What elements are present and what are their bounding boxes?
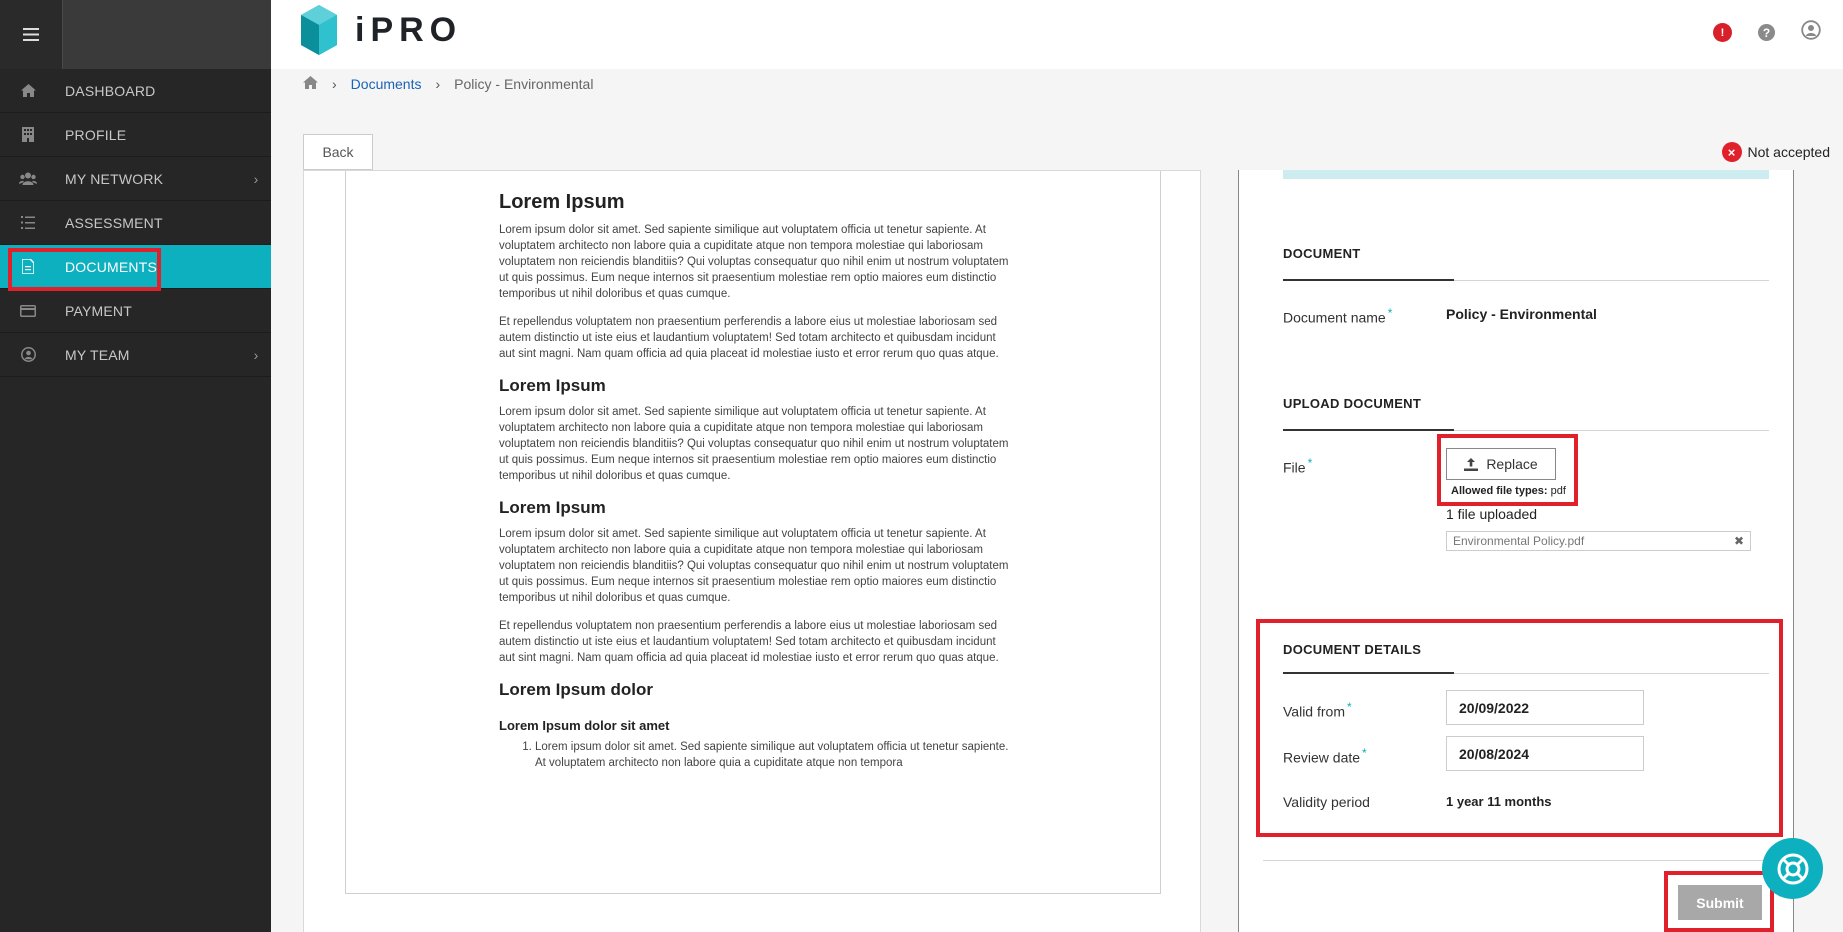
sidebar-item-label: MY NETWORK <box>65 170 164 187</box>
upload-count: 1 file uploaded <box>1446 506 1538 522</box>
section-divider <box>1283 673 1769 674</box>
doc-heading: Lorem Ipsum <box>499 191 625 213</box>
lifebuoy-icon <box>1776 852 1810 886</box>
sidebar-item-label: MY TEAM <box>65 346 130 363</box>
validity-period-value: 1 year 11 months <box>1446 794 1552 809</box>
valid-from-label-text: Valid from <box>1283 703 1345 720</box>
doc-paragraph: Et repellendus voluptatem non praesentium perferendis a labore eius ut molestiae laboriosam sed autem distinctio ut iste eius et laudantium voluptatem! Sed totam architecto et quibusdam incidunt aut sint magni. Nam quam officia ad quia placeat id molestiae iusto et error rerum quo quas atque. <box>499 316 999 360</box>
sidebar-item-dashboard[interactable] <box>0 69 271 113</box>
sidebar-item-label: PAYMENT <box>65 302 132 319</box>
home-icon <box>0 84 56 97</box>
shield-alert-icon[interactable]: ! <box>1713 23 1732 42</box>
sidebar-header <box>62 0 271 69</box>
doc-list-item: 1. Lorem ipsum dolor sit amet. Sed sapiente similique aut voluptatem officia ut tenetur sapiente. At voluptatem architecto non labore quia a cupiditate atque non tempora <box>535 739 1009 771</box>
sidebar-top <box>0 0 271 69</box>
review-date-label-text: Review date <box>1283 749 1361 766</box>
home-icon[interactable] <box>303 76 318 92</box>
user-account-icon[interactable] <box>1801 20 1821 45</box>
sidebar-item-assessment[interactable] <box>0 201 271 245</box>
required-marker: * <box>1362 746 1367 760</box>
user-circle-icon <box>0 347 56 362</box>
chevron-right-icon: › <box>435 76 441 92</box>
uploaded-file-name: Environmental Policy.pdf <box>1453 534 1585 548</box>
document-form-panel <box>1238 170 1794 932</box>
sidebar-item-payment[interactable] <box>0 289 271 333</box>
document-page <box>345 171 1161 894</box>
doc-paragraph: Lorem ipsum dolor sit amet. Sed sapiente similique aut voluptatem officia ut tenetur sapiente. At voluptatem architecto non labore quia a cupiditate atque non tempora molestiae qui laboriosam voluptatem non reiciendis blanditiis? Qui voluptas consequatur quo nihil enim ut nostrum voluptatem ut quis possimus. Eum neque internos sit praesentium molestiae rem optio maiores eum distinctio temporibus ut nihil doloribus et quas cumque. <box>499 406 1009 482</box>
sidebar-item-label: DASHBOARD <box>65 82 156 99</box>
doc-subheading: Lorem Ipsum dolor <box>499 680 653 699</box>
valid-from-label <box>1283 700 1352 720</box>
document-name-value: Policy - Environmental <box>1446 306 1597 322</box>
review-date-input[interactable]: 20/08/2024 <box>1446 736 1644 771</box>
hamburger-icon <box>23 28 39 41</box>
building-icon <box>0 127 56 142</box>
document-name-label <box>1283 306 1392 326</box>
required-marker: * <box>1346 700 1352 714</box>
header-icons <box>1713 20 1821 45</box>
status-badge <box>1722 142 1831 162</box>
doc-paragraph: Lorem ipsum dolor sit amet. Sed sapiente similique aut voluptatem officia ut tenetur sapiente. At voluptatem architecto non labore quia a cupiditate atque non tempora molestiae qui laboriosam voluptatem non reiciendis blanditiis? Qui voluptas consequatur quo nihil enim ut nostrum voluptatem ut quis possimus. Eum neque internos sit praesentium molestiae rem optio maiores eum distinctio temporibus ut nihil doloribus et quas cumque. <box>499 528 1009 604</box>
validity-period-label: Validity period <box>1283 794 1370 810</box>
doc-minor-heading: Lorem Ipsum dolor sit amet <box>499 718 670 733</box>
breadcrumb-current: Policy - Environmental <box>454 76 594 92</box>
uploaded-file-chip <box>1446 531 1751 551</box>
doc-list <box>499 739 1009 771</box>
document-preview-panel[interactable] <box>303 170 1201 932</box>
credit-card-icon <box>0 305 56 317</box>
review-date-label <box>1283 746 1367 766</box>
replace-button-label: Replace <box>1486 456 1538 472</box>
doc-heading: Lorem Ipsum <box>499 498 606 517</box>
logo-text: iPRO <box>355 10 463 49</box>
sidebar-item-my-team[interactable] <box>0 333 271 377</box>
document-content <box>499 191 1009 771</box>
section-title-document: DOCUMENT <box>1283 246 1361 261</box>
top-header <box>271 0 1843 69</box>
required-marker: * <box>1387 306 1393 320</box>
doc-paragraph: Lorem ipsum dolor sit amet. Sed sapiente similique aut voluptatem officia ut tenetur sapiente. At voluptatem architecto non labore quia a cupiditate atque non tempora molestiae qui laboriosam voluptatem non reiciendis blanditiis? Qui voluptas consequatur quo nihil enim ut nostrum voluptatem ut quis possimus. Eum neque internos sit praesentium molestiae rem optio maiores eum distinctio temporibus ut nihil doloribus et quas cumque. <box>499 224 1009 300</box>
breadcrumb <box>303 76 593 92</box>
ipro-logo[interactable] <box>301 5 462 55</box>
support-chat-button[interactable] <box>1762 838 1823 899</box>
status-label: Not accepted <box>1747 144 1830 160</box>
sidebar-item-label: PROFILE <box>65 126 127 143</box>
back-button[interactable]: Back <box>303 134 373 170</box>
sidebar <box>0 0 271 932</box>
help-icon[interactable]: ? <box>1758 24 1775 41</box>
allowed-file-types-label: Allowed file types: <box>1451 485 1548 497</box>
chevron-right-icon: › <box>253 170 259 187</box>
chevron-right-icon: › <box>253 346 259 363</box>
ipro-logo-mark-icon <box>301 5 337 55</box>
file-icon <box>0 259 56 274</box>
chevron-right-icon: › <box>332 76 337 92</box>
form-divider <box>1263 860 1769 861</box>
upload-icon <box>1464 458 1478 471</box>
close-circle-icon: × <box>1722 142 1742 162</box>
section-divider <box>1283 430 1769 431</box>
sidebar-item-profile[interactable] <box>0 113 271 157</box>
allowed-file-types-value: pdf <box>1550 485 1566 497</box>
sidebar-item-label: ASSESSMENT <box>65 214 163 231</box>
info-strip <box>1283 170 1769 179</box>
remove-file-icon[interactable]: ✖ <box>1733 534 1744 548</box>
section-title-upload: UPLOAD DOCUMENT <box>1283 396 1422 411</box>
menu-toggle-button[interactable] <box>0 0 62 69</box>
sidebar-item-my-network[interactable] <box>0 157 271 201</box>
sidebar-item-documents[interactable] <box>0 245 271 289</box>
list-icon <box>0 216 56 229</box>
file-label <box>1283 456 1312 476</box>
doc-paragraph: Et repellendus voluptatem non praesentium perferendis a labore eius ut molestiae laboriosam sed autem distinctio ut iste eius et laudantium voluptatem! Sed totam architecto et quibusdam incidunt aut sint magni. Nam quam officia ad quia placeat id molestiae iusto et error rerum quo quas atque. <box>499 620 999 664</box>
users-icon <box>0 172 56 185</box>
allowed-file-types <box>1451 485 1566 497</box>
file-label-text: File <box>1283 459 1306 476</box>
section-divider <box>1283 280 1769 281</box>
replace-file-button[interactable] <box>1446 448 1556 480</box>
sidebar-item-label: DOCUMENTS <box>65 258 158 275</box>
valid-from-input[interactable]: 20/09/2022 <box>1446 690 1644 725</box>
section-title-details: DOCUMENT DETAILS <box>1283 642 1422 657</box>
submit-button[interactable]: Submit <box>1678 885 1762 920</box>
required-marker: * <box>1307 456 1313 470</box>
document-name-label-text: Document name <box>1283 309 1386 326</box>
breadcrumb-documents-link[interactable]: Documents <box>350 76 422 92</box>
doc-heading: Lorem Ipsum <box>499 376 606 395</box>
